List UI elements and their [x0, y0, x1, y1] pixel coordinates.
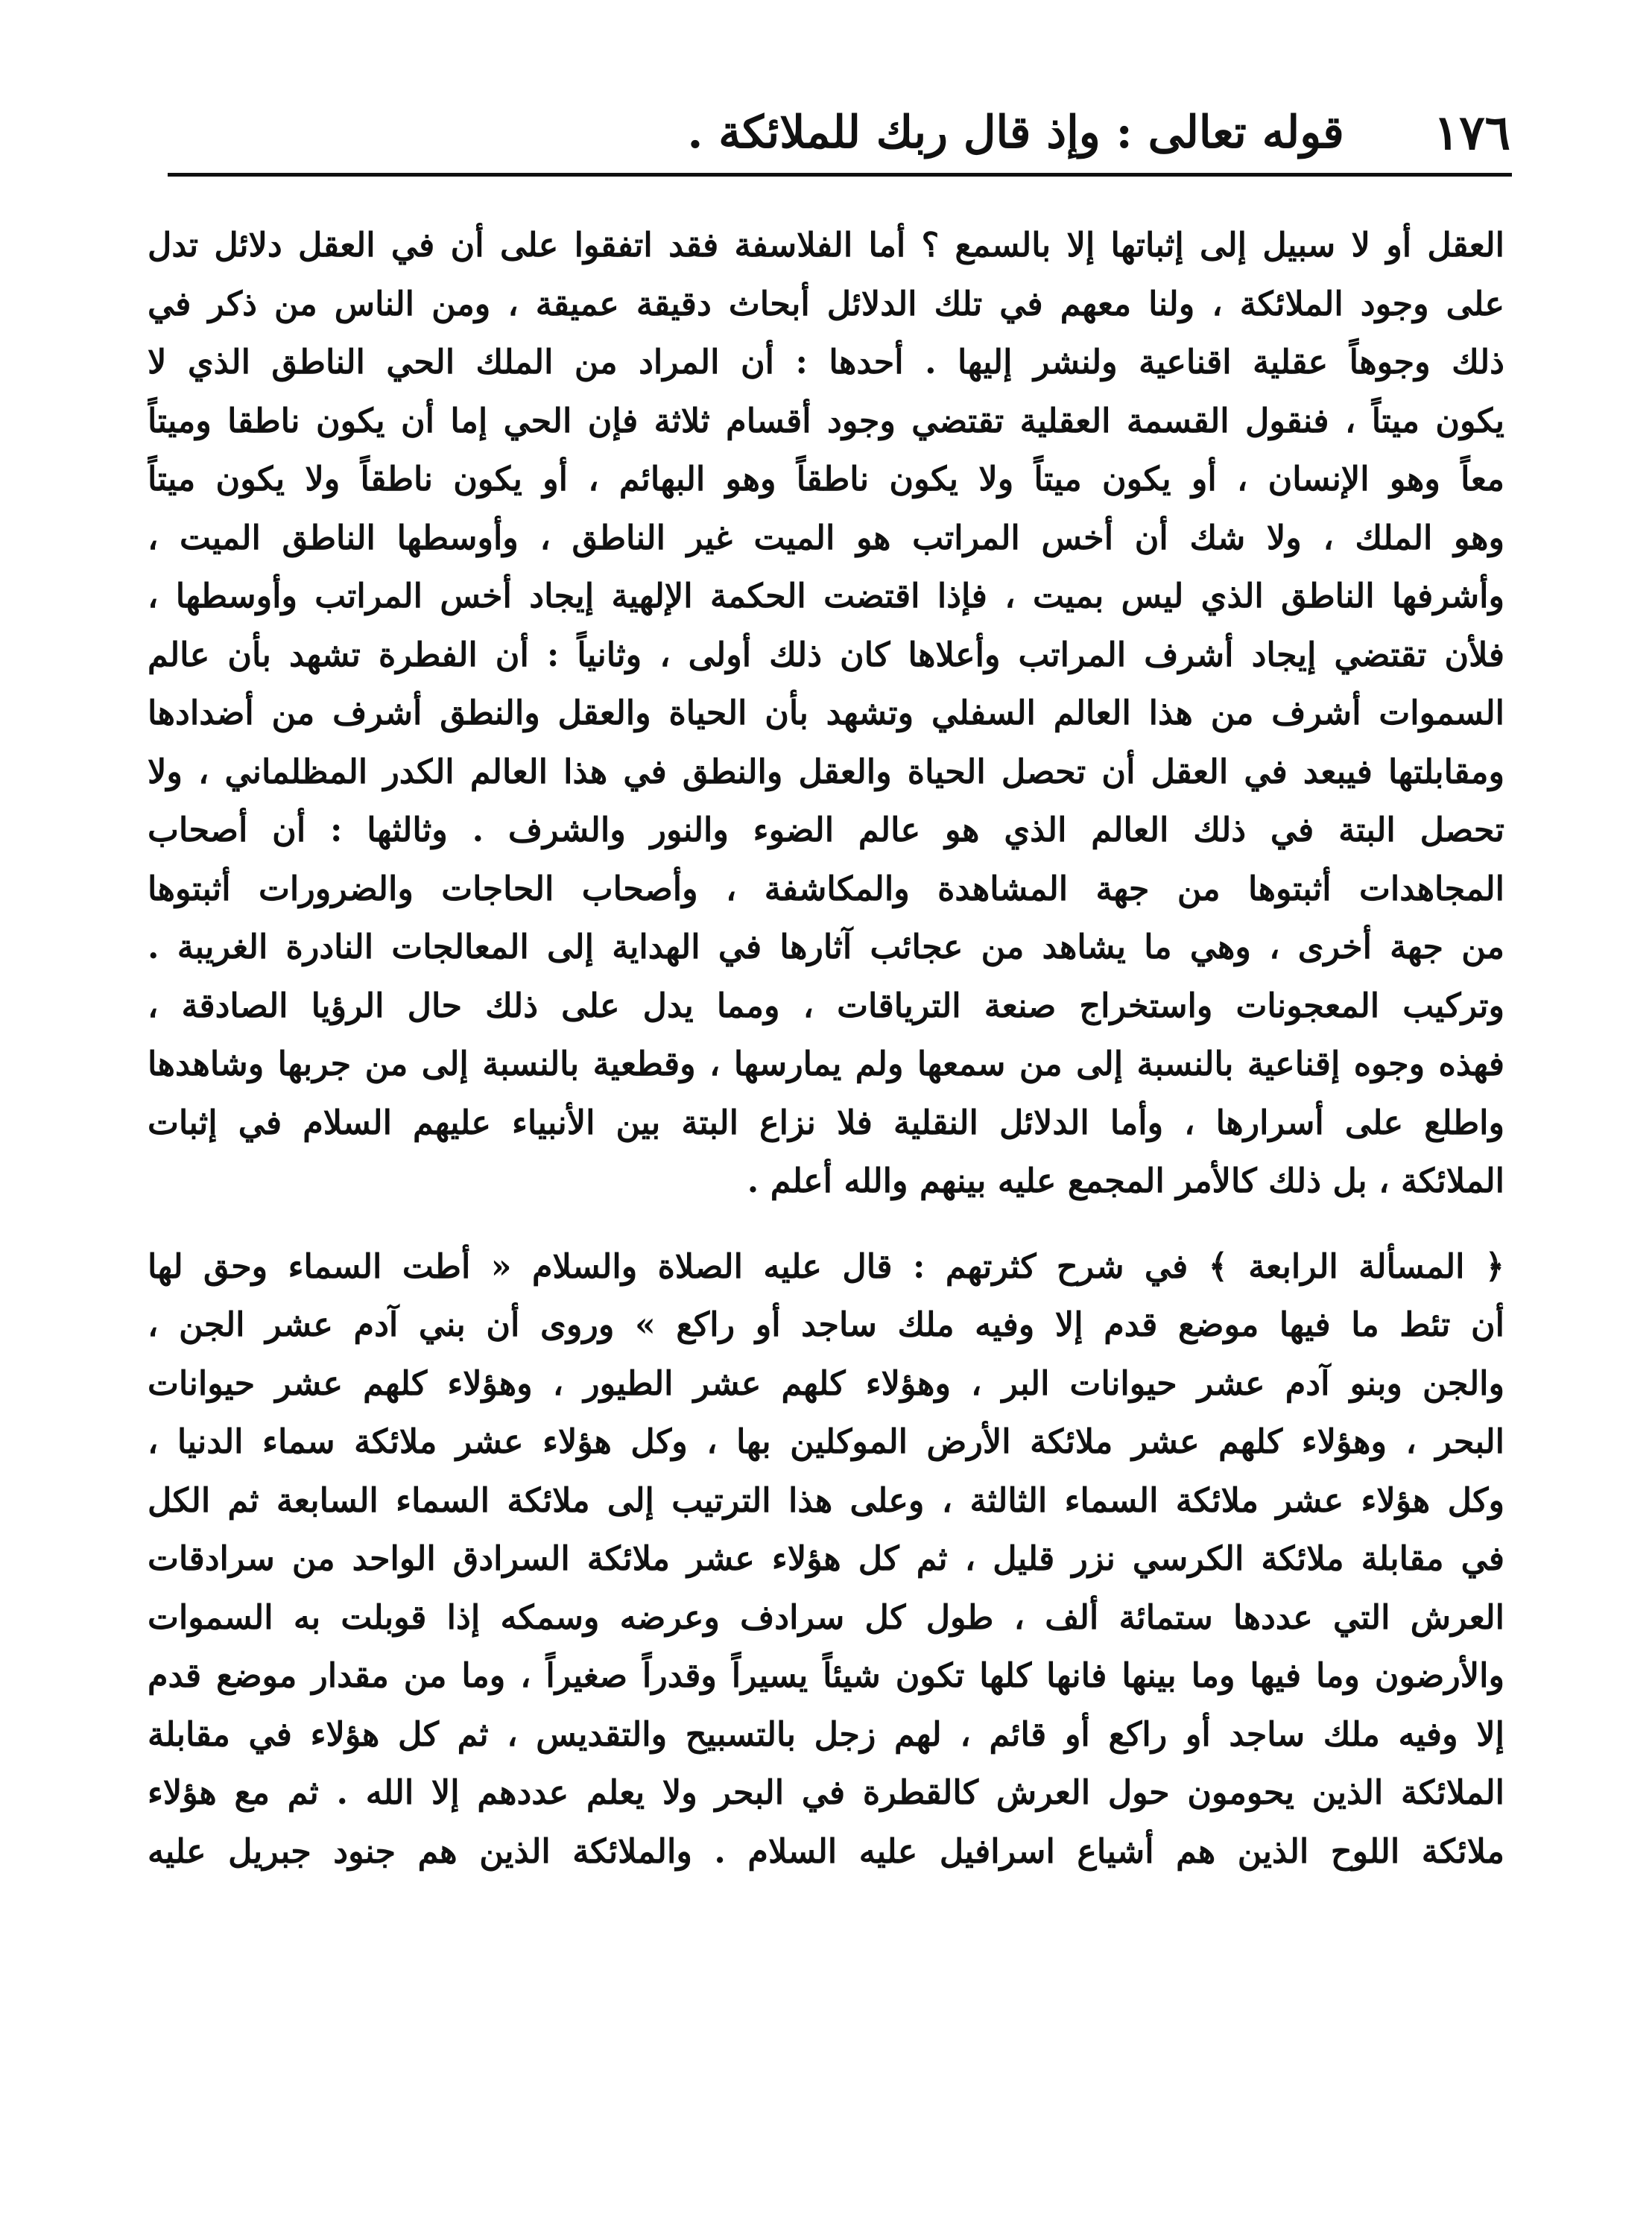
page-number: ١٧٦ — [1433, 104, 1510, 161]
text-line: وكل هؤلاء عشر ملائكة السماء الثالثة ، وعلى هذا الترتيب إلى ملائكة السماء السابعة ثم الكل — [148, 1480, 1504, 1520]
text-line: على وجود الملائكة ، ولنا معهم في تلك الدلائل أبحاث دقيقة عميقة ، ومن الناس من ذكر في — [148, 284, 1504, 323]
text-line: الملائكة الذين يحومون حول العرش كالقطرة في البحر ولا يعلم عددهم إلا الله . ثم مع هؤلاء — [148, 1773, 1504, 1812]
text-line: وأشرفها الناطق الذي ليس بميت ، فإذا اقتضت الحكمة الإلهية إيجاد أخس المراتب وأوسطها ، — [148, 577, 1504, 615]
text-line: السموات أشرف من هذا العالم السفلي وتشهد بأن الحياة والعقل والنطق أشرف من أضدادها — [148, 694, 1504, 732]
page-header — [164, 88, 1510, 177]
text-line: تحصل البتة في ذلك العالم الذي هو عالم الضوء والنور والشرف . وثالثها : أن أصحاب — [148, 811, 1504, 849]
text-line: ﴿ المسألة الرابعة ﴾ في شرح كثرتهم : قال عليه الصلاة والسلام « أطت السماء وحق لها — [148, 1246, 1504, 1286]
text-line: البحر ، وهؤلاء كلهم عشر ملائكة الأرض الموكلين بها ، وكل هؤلاء عشر ملائكة سماء الدنيا ، — [148, 1422, 1504, 1461]
text-line: واطلع على أسرارها ، وأما الدلائل النقلية فلا نزاع البتة بين الأنبياء عليهم السلام في إثبات — [148, 1103, 1504, 1142]
header-rule — [168, 173, 1512, 177]
body-text — [148, 216, 1504, 1881]
text-line: فهذه وجوه إقناعية بالنسبة إلى من سمعها ولم يمارسها ، وقطعية بالنسبة إلى من جربها وشاهدها — [148, 1045, 1504, 1083]
running-title: قوله تعالى : وإذ قال ربك للملائكة . — [687, 107, 1344, 159]
text-line: في مقابلة ملائكة الكرسي نزر قليل ، ثم كل هؤلاء عشر ملائكة السرادق الواحد من سرادقات — [148, 1539, 1504, 1578]
paragraph-gap — [148, 1211, 1504, 1238]
paragraph-1 — [148, 216, 1504, 1211]
text-line: فلأن تقتضي إيجاد أشرف المراتب وأعلاها كان ذلك أولى ، وثانياً : أن الفطرة تشهد بأن عالم — [148, 635, 1504, 674]
text-line: والجن وبنو آدم عشر حيوانات البر ، وهؤلاء كلهم عشر الطيور ، وهؤلاء كلهم عشر حيوانات — [148, 1363, 1504, 1403]
text-line: العقل أو لا سبيل إلى إثباتها إلا بالسمع ؟ أما الفلاسفة فقد اتفقوا على أن في العقل دلائل تدل — [148, 226, 1504, 264]
paragraph-2 — [148, 1238, 1504, 1881]
text-line: العرش التي عددها ستمائة ألف ، طول كل سرادف وعرضه وسمكه إذا قوبلت به السموات — [148, 1597, 1504, 1637]
text-line: المجاهدات أثبتوها من جهة المشاهدة والمكاشفة ، وأصحاب الحاجات والضرورات أثبتوها — [148, 869, 1504, 908]
text-line: يكون ميتاً ، فنقول القسمة العقلية تقتضي وجود أقسام ثلاثة فإن الحي إما أن يكون ناطقا وميتاً — [148, 401, 1504, 440]
text-line: معاً وهو الإنسان ، أو يكون ميتاً ولا يكون ناطقاً وهو البهائم ، أو يكون ناطقاً ولا يكون ميتاً — [148, 460, 1504, 498]
text-line: إلا وفيه ملك ساجد أو راكع أو قائم ، لهم زجل بالتسبيح والتقديس ، ثم كل هؤلاء في مقابلة — [148, 1714, 1504, 1754]
text-line: ملائكة اللوح الذين هم أشياع اسرافيل عليه السلام . والملائكة الذين هم جنود جبريل عليه — [148, 1831, 1504, 1871]
text-line: ذلك وجوهاً عقلية اقناعية ولنشر إليها . أحدها : أن المراد من الملك الحي الناطق الذي لا — [148, 343, 1504, 381]
text-line: الملائكة ، بل ذلك كالأمر المجمع عليه بينهم والله أعلم . — [747, 1162, 1504, 1200]
text-line: والأرضون وما فيها وما بينها فانها كلها تكون شيئاً يسيراً وقدراً صغيراً ، وما من مقدار موضع قدم — [148, 1656, 1504, 1695]
text-line: وهو الملك ، ولا شك أن أخس المراتب هو الميت غير الناطق ، وأوسطها الناطق الميت ، — [148, 518, 1504, 557]
text-line: وتركيب المعجونات واستخراج صنعة الترياقات ، ومما يدل على ذلك حال الرؤيا الصادقة ، — [148, 986, 1504, 1025]
text-line: ومقابلتها فيبعد في العقل أن تحصل الحياة والعقل والنطق في هذا العالم الكدر المظلماني ، ولا — [148, 752, 1504, 791]
text-line: من جهة أخرى ، وهي ما يشاهد من عجائب آثارها في الهداية إلى المعالجات النادرة الغريبة . — [148, 928, 1504, 966]
text-line: أن تئط ما فيها موضع قدم إلا وفيه ملك ساجد أو راكع » وروى أن بني آدم عشر الجن ، — [148, 1305, 1504, 1344]
